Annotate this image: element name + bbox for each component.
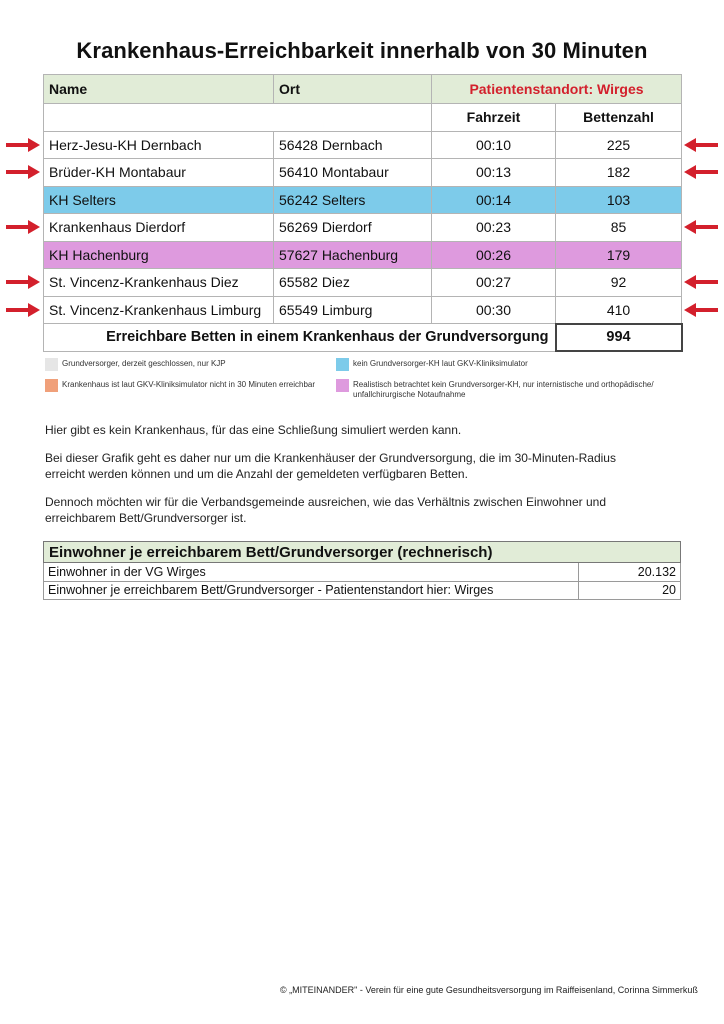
- legend-text: Krankenhaus ist laut GKV-Kliniksimulator nicht in 30 Minuten erreichbar: [62, 380, 316, 389]
- header-bettenzahl: Bettenzahl: [556, 104, 682, 132]
- arrow-right-icon: [6, 303, 40, 317]
- hospital-ort: 56428 Dernbach: [274, 131, 432, 159]
- hospital-name: Krankenhaus Dierdorf: [44, 214, 274, 242]
- total-row: [44, 324, 682, 352]
- hospital-name: St. Vincenz-Krankenhaus Limburg: [44, 296, 274, 324]
- summary-table: [43, 541, 681, 600]
- footer-copyright: © „MITEINANDER" - Verein für eine gute Gesundheitsversorgung im Raiffeisenland, Corinna Simmerkuß: [280, 985, 698, 995]
- table-subheader-row: [44, 104, 682, 132]
- header-ort: Ort: [274, 75, 432, 104]
- legend-swatch-orange: [45, 379, 58, 392]
- hospital-name: St. Vincenz-Krankenhaus Diez: [44, 269, 274, 297]
- table-row: [44, 269, 682, 297]
- arrow-left-icon: [684, 138, 718, 152]
- arrow-left-icon: [684, 220, 718, 234]
- hospital-betten: 225: [556, 131, 682, 159]
- table-row: [44, 296, 682, 324]
- table-row: [44, 241, 682, 269]
- legend-orange: [45, 379, 335, 395]
- legend-text: unfallchirurgische Notaufnahme: [353, 390, 466, 399]
- legend-swatch-pink: [336, 379, 349, 392]
- hospital-ort: 56410 Montabaur: [274, 159, 432, 187]
- arrow-left-icon: [684, 275, 718, 289]
- legend-swatch-blue: [336, 358, 349, 371]
- hospital-fahrzeit: 00:14: [432, 186, 556, 214]
- table-header-row: [44, 75, 682, 104]
- patient-location-label: Patientenstandort: Wirges: [432, 75, 682, 104]
- summary-value: 20.132: [579, 563, 681, 582]
- arrow-right-icon: [6, 138, 40, 152]
- hospital-betten: 179: [556, 241, 682, 269]
- paragraph-2: Bei dieser Grafik geht es daher nur um die Krankenhäuser der Grundversorgung, die im 30-Minuten-Radius erreicht werden können und um die Anzahl der gemeldeten verfügbaren Betten.: [45, 451, 616, 481]
- table-row: [44, 563, 681, 582]
- hospital-fahrzeit: 00:27: [432, 269, 556, 297]
- hospital-ort: 57627 Hachenburg: [274, 241, 432, 269]
- hospital-betten: 85: [556, 214, 682, 242]
- hospital-name: KH Hachenburg: [44, 241, 274, 269]
- summary-header-row: [44, 542, 681, 563]
- table-row: [44, 581, 681, 600]
- hospital-name: Brüder-KH Montabaur: [44, 159, 274, 187]
- hospital-ort: 56242 Selters: [274, 186, 432, 214]
- table-row: [44, 131, 682, 159]
- hospital-fahrzeit: 00:13: [432, 159, 556, 187]
- hospital-betten: 182: [556, 159, 682, 187]
- total-value: 994: [556, 324, 682, 352]
- legend-text: Grundversorger, derzeit geschlossen, nur KJP: [62, 359, 226, 368]
- paragraph-3: Dennoch möchten wir für die Verbandsgemeinde ausreichen, wie das Verhältnis zwischen Einwohner und erreichbarem Bett/Grundversorger ist.: [45, 495, 606, 525]
- legend-swatch-grey: [45, 358, 58, 371]
- hospital-fahrzeit: 00:10: [432, 131, 556, 159]
- summary-label: Einwohner in der VG Wirges: [44, 563, 579, 582]
- legend-text: kein Grundversorger-KH laut GKV-Kliniksimulator: [353, 359, 528, 368]
- hospital-betten: 410: [556, 296, 682, 324]
- hospital-ort: 65582 Diez: [274, 269, 432, 297]
- legend-grey: [45, 358, 325, 374]
- hospital-fahrzeit: 00:23: [432, 214, 556, 242]
- table-row: [44, 186, 682, 214]
- hospital-betten: 92: [556, 269, 682, 297]
- summary-heading: Einwohner je erreichbarem Bett/Grundversorger (rechnerisch): [44, 542, 681, 563]
- hospital-betten: 103: [556, 186, 682, 214]
- page-title: Krankenhaus-Erreichbarkeit innerhalb von 30 Minuten: [76, 38, 648, 63]
- hospital-name: KH Selters: [44, 186, 274, 214]
- arrow-left-icon: [684, 303, 718, 317]
- arrow-right-icon: [6, 220, 40, 234]
- summary-label: Einwohner je erreichbarem Bett/Grundversorger - Patientenstandort hier: Wirges: [44, 581, 579, 600]
- hospital-ort: 65549 Limburg: [274, 296, 432, 324]
- arrow-left-icon: [684, 165, 718, 179]
- header-fahrzeit: Fahrzeit: [432, 104, 556, 132]
- total-label: Erreichbare Betten in einem Krankenhaus der Grundversorgung: [44, 324, 556, 352]
- table-row: [44, 159, 682, 187]
- summary-value: 20: [579, 581, 681, 600]
- hospital-name: Herz-Jesu-KH Dernbach: [44, 131, 274, 159]
- hospital-fahrzeit: 00:26: [432, 241, 556, 269]
- hospital-table: [43, 74, 683, 352]
- table-row: [44, 214, 682, 242]
- legend-blue: [336, 358, 676, 374]
- arrow-right-icon: [6, 275, 40, 289]
- legend-pink: [336, 379, 706, 403]
- header-name: Name: [44, 75, 274, 104]
- hospital-fahrzeit: 00:30: [432, 296, 556, 324]
- legend-text: Realistisch betrachtet kein Grundversorger-KH, nur internistische und orthopädische/: [353, 380, 654, 389]
- paragraph-1: Hier gibt es kein Krankenhaus, für das eine Schließung simuliert werden kann.: [45, 423, 462, 437]
- hospital-ort: 56269 Dierdorf: [274, 214, 432, 242]
- arrow-right-icon: [6, 165, 40, 179]
